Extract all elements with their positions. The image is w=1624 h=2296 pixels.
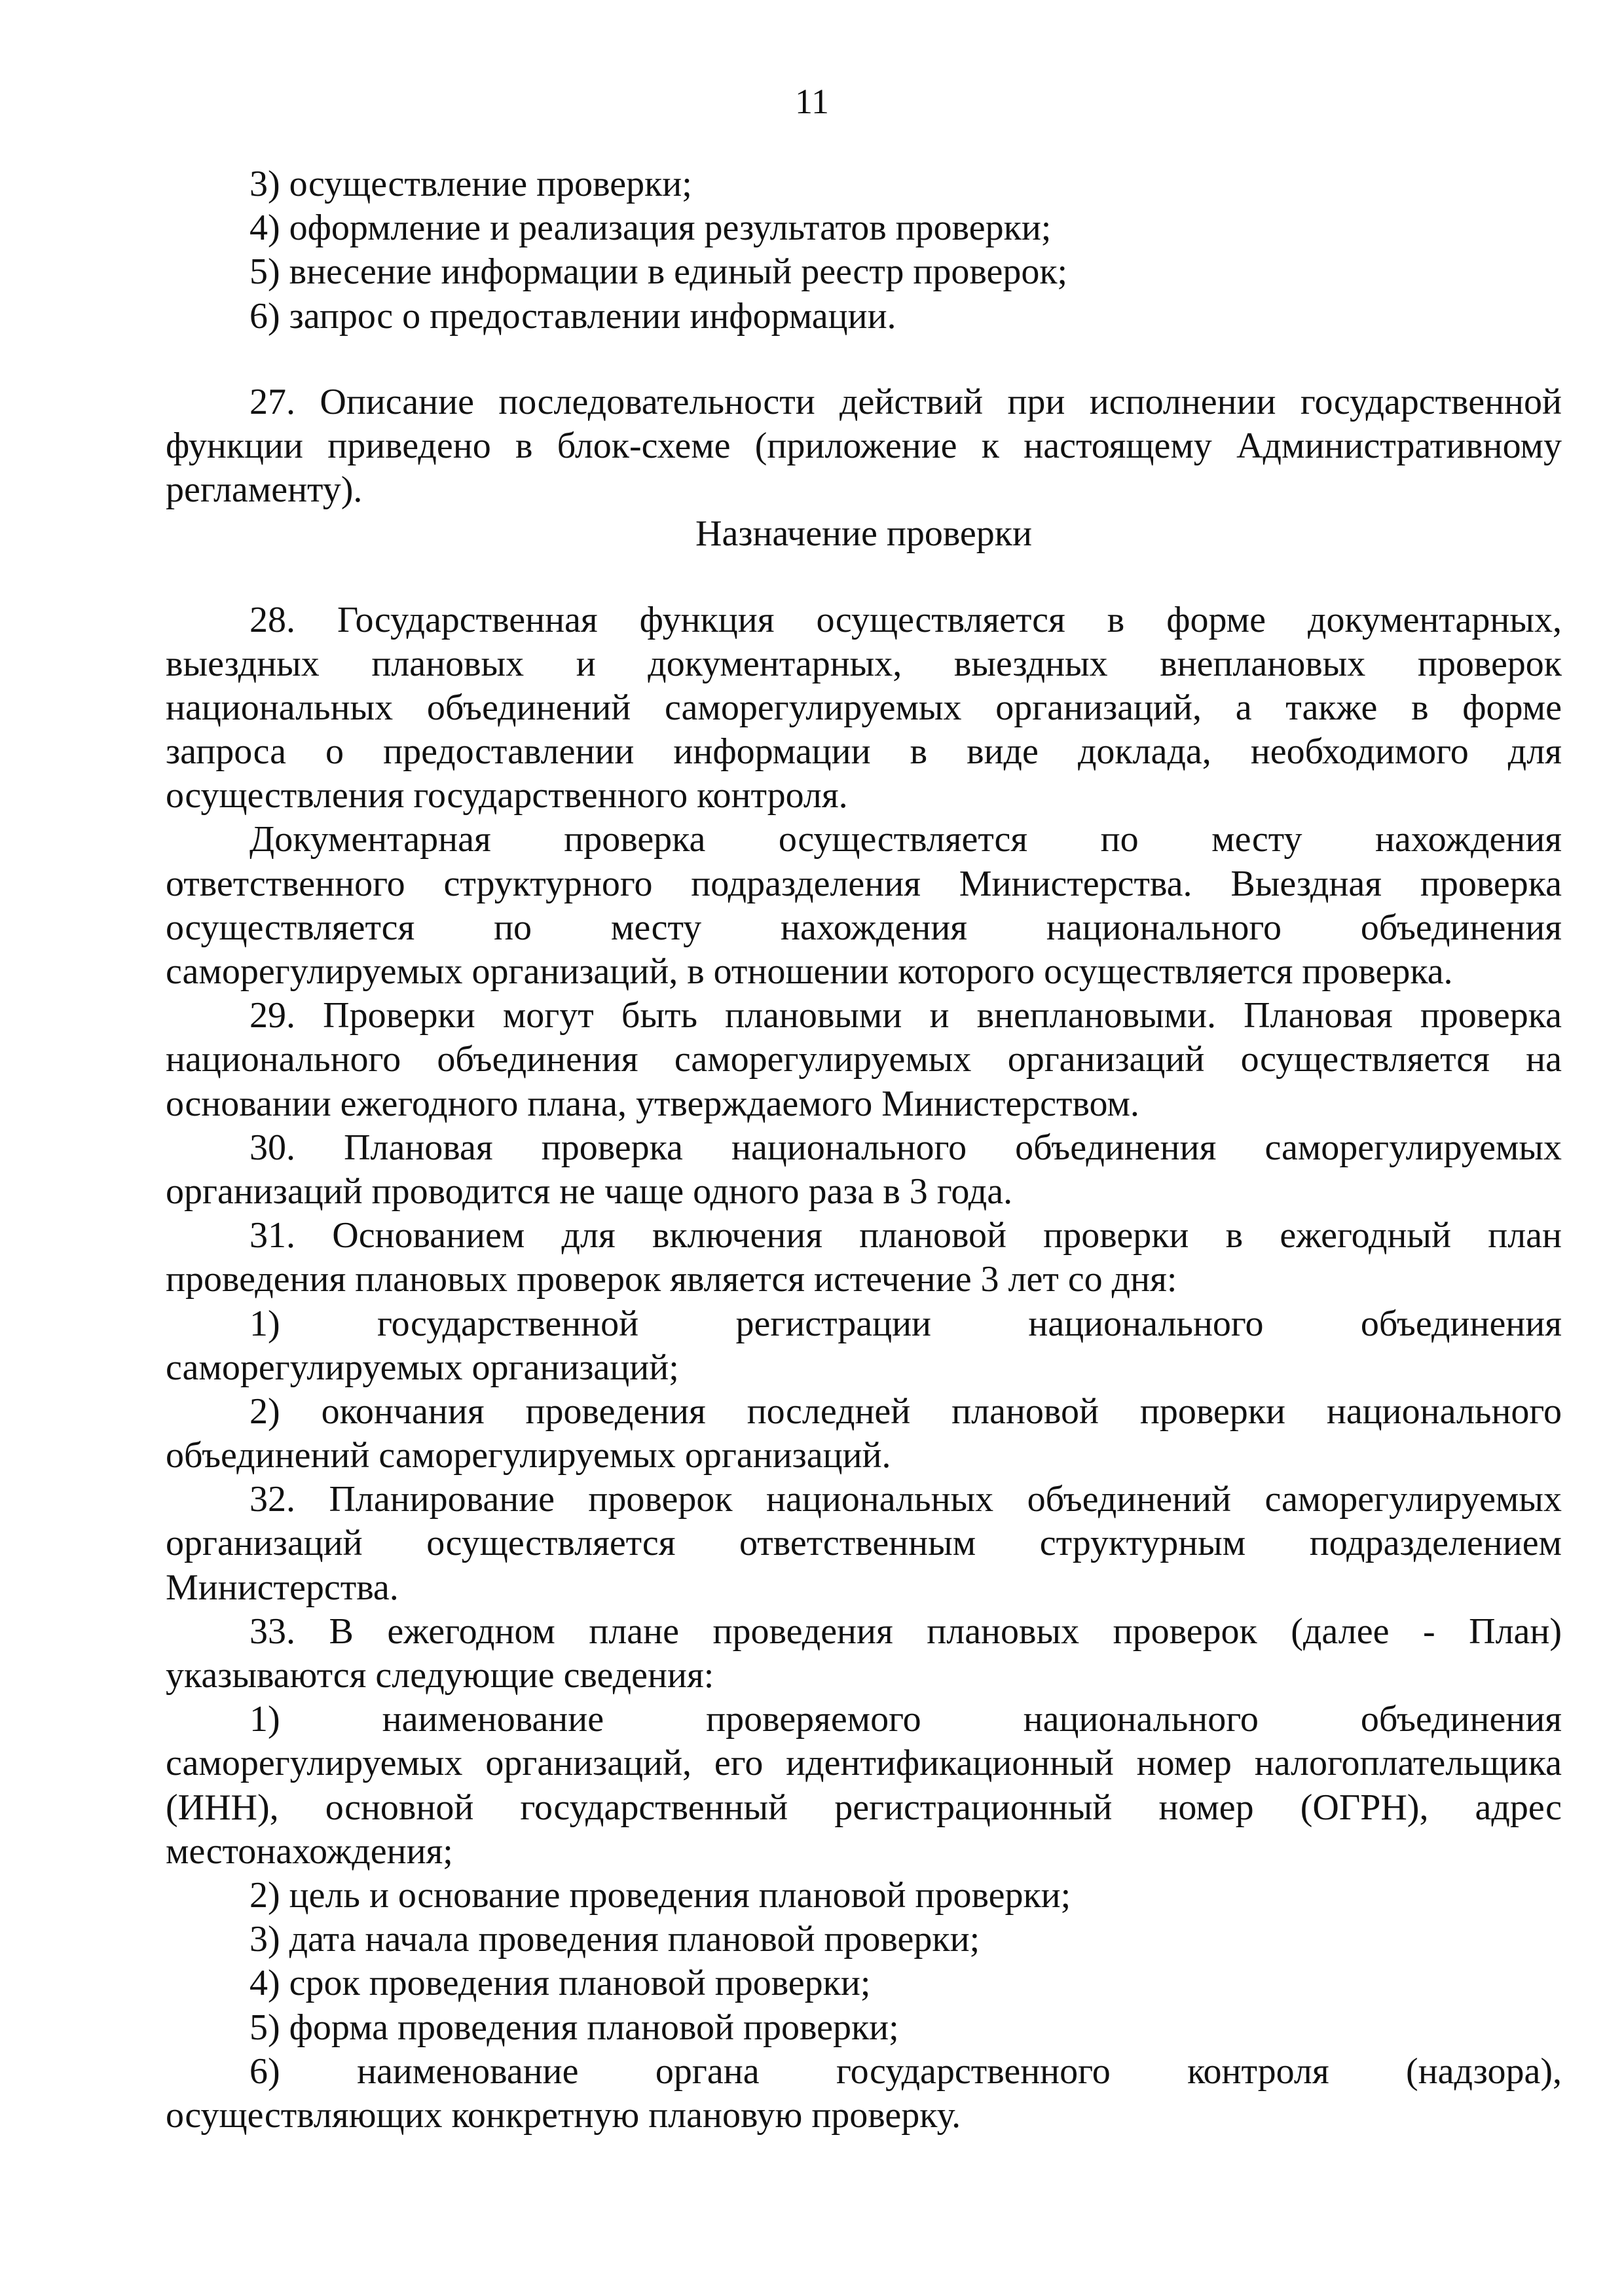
document-body xyxy=(166,162,1562,2138)
text-line: 2) окончания проведения последней плановой проверки национального xyxy=(249,1391,1562,1432)
text-line: организаций проводится не чаще одного раза в 3 года. xyxy=(166,1171,1013,1212)
list-item: 4) срок проведения плановой проверки; xyxy=(249,1963,871,2004)
text-line: 1) государственной регистрации национального объединения xyxy=(249,1303,1562,1344)
text-line: 1) наименование проверяемого национального объединения xyxy=(249,1699,1562,1740)
paragraph-28 xyxy=(166,598,1562,818)
paragraph-33-items xyxy=(166,1874,1562,2050)
text-line: организаций осуществляется ответственным структурным подразделением xyxy=(166,1523,1562,1564)
text-line: 30. Плановая проверка национального объединения саморегулируемых xyxy=(249,1127,1562,1168)
text-line: объединений саморегулируемых организаций. xyxy=(166,1435,891,1476)
paragraph-31 xyxy=(166,1214,1562,1302)
paragraph-28-documentary xyxy=(166,818,1562,994)
text-line: запроса о предоставлении информации в виде доклада, необходимого для xyxy=(166,731,1562,773)
text-line: 32. Планирование проверок национальных объединений саморегулируемых xyxy=(249,1479,1562,1520)
text-line: Министерства. xyxy=(166,1567,399,1608)
text-line: 27. Описание последовательности действий при исполнении государственной xyxy=(249,381,1562,422)
text-line: выездных плановых и документарных, выездных внеплановых проверок xyxy=(166,643,1562,684)
text-line: 33. В ежегодном плане проведения плановых проверок (далее - План) xyxy=(249,1611,1562,1652)
paragraph-29 xyxy=(166,994,1562,1126)
text-line: местонахождения; xyxy=(166,1831,453,1872)
paragraph-27 xyxy=(166,380,1562,513)
list-item: 5) внесение информации в единый реестр проверок; xyxy=(249,251,1068,293)
paragraph-31-item-2 xyxy=(166,1390,1562,1478)
list-item: 2) цель и основание проведения плановой проверки; xyxy=(249,1874,1071,1916)
text-line: саморегулируемых организаций, в отношении которого осуществляется проверка. xyxy=(166,951,1453,992)
text-line: ответственного структурного подразделения Министерства. Выездная проверка xyxy=(166,863,1562,904)
text-line: 6) наименование органа государственного контроля (надзора), xyxy=(249,2050,1562,2092)
spacer xyxy=(166,338,1562,380)
text-line: осуществляющих конкретную плановую проверку. xyxy=(166,2094,961,2136)
list-item: 3) осуществление проверки; xyxy=(249,164,692,204)
text-line: национального объединения саморегулируемых организаций осуществляется на xyxy=(166,1039,1562,1080)
text-line: проведения плановых проверок является истечение 3 лет со дня: xyxy=(166,1259,1177,1300)
text-line: функции приведено в блок-схеме (приложение к настоящему Административному xyxy=(166,425,1562,466)
text-line: регламенту). xyxy=(166,469,363,511)
text-line: саморегулируемых организаций; xyxy=(166,1347,679,1388)
text-line: осуществления государственного контроля. xyxy=(166,775,848,816)
text-line: основании ежегодного плана, утверждаемого Министерством. xyxy=(166,1083,1139,1124)
list-item: 4) оформление и реализация результатов проверки; xyxy=(249,208,1052,249)
list-intro xyxy=(166,162,1562,338)
text-line: 31. Основанием для включения плановой проверки в ежегодный план xyxy=(249,1215,1562,1256)
section-heading: Назначение проверки xyxy=(695,513,1032,555)
text-line: саморегулируемых организаций, его идентификационный номер налогоплательщика xyxy=(166,1743,1562,1784)
text-line: указываются следующие сведения: xyxy=(166,1655,714,1696)
text-line: 29. Проверки могут быть плановыми и внеплановыми. Плановая проверка xyxy=(249,995,1562,1036)
text-line: осуществляется по месту нахождения национального объединения xyxy=(166,907,1562,948)
list-item: 3) дата начала проведения плановой проверки; xyxy=(249,1919,980,1960)
spacer xyxy=(166,556,1562,598)
paragraph-32 xyxy=(166,1478,1562,1610)
list-item: 6) запрос о предоставлении информации. xyxy=(249,295,896,337)
paragraph-31-item-1 xyxy=(166,1302,1562,1390)
text-line: национальных объединений саморегулируемых организаций, а также в форме xyxy=(166,687,1562,728)
paragraph-30 xyxy=(166,1126,1562,1214)
page-number: 11 xyxy=(795,82,829,121)
text-line: 28. Государственная функция осуществляется в форме документарных, xyxy=(249,599,1562,640)
paragraph-33-item-6 xyxy=(166,2050,1562,2138)
text-line: Документарная проверка осуществляется по месту нахождения xyxy=(249,819,1562,860)
text-line: (ИНН), основной государственный регистрационный номер (ОГРН), адрес xyxy=(166,1787,1562,1828)
paragraph-33 xyxy=(166,1610,1562,1698)
list-item: 5) форма проведения плановой проверки; xyxy=(249,2007,899,2048)
paragraph-33-item-1 xyxy=(166,1698,1562,1874)
